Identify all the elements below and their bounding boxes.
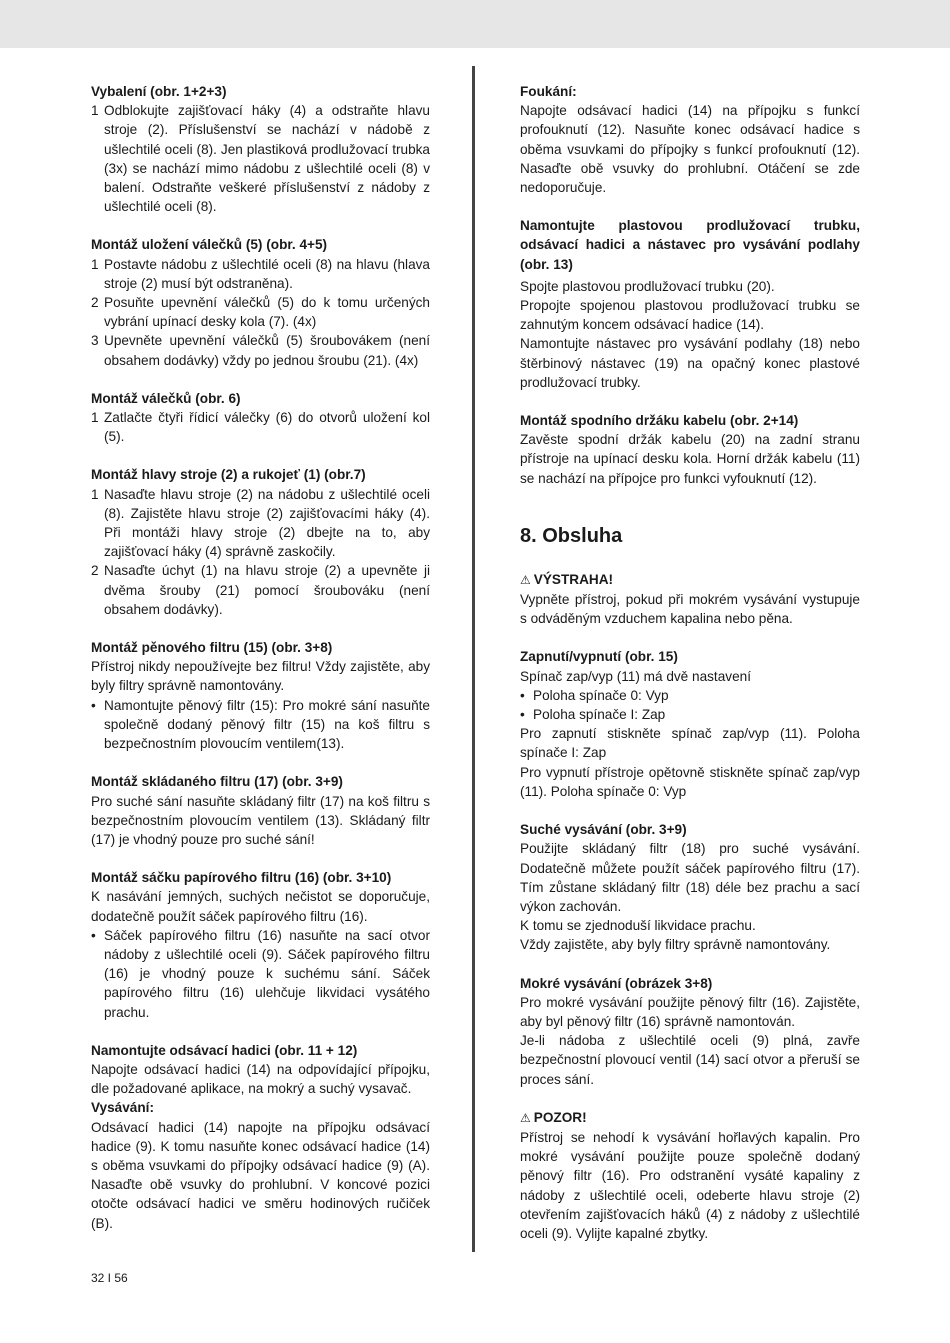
chapter-title: 8. Obsluha xyxy=(520,524,623,547)
numbered-item xyxy=(91,101,430,216)
section-blow xyxy=(520,82,860,197)
paragraph: Přístroj se nehodí k vysávání hořlavých kapalin. Pro mokré vysávání použijte pouze společně dodaný pěnový filtr (16). Pro odstranění vysáté kapaliny z nádoby z ušlechtilé oceli, odeberte hlavu stroje (2) otevřením zajišťovacích háků (4) z nádoby z ušlechtilé oceli (9). Vylijte kapalné zbytky. xyxy=(520,1129,860,1241)
warning-icon: ⚠ xyxy=(520,1110,531,1125)
section-unpack xyxy=(91,82,430,216)
caution-heading: POZOR! xyxy=(533,1109,587,1125)
section-heading: Foukání: xyxy=(520,84,577,99)
bullet-marker: • xyxy=(520,687,525,703)
caution-heading-row xyxy=(520,1108,860,1128)
section-dry xyxy=(520,820,860,954)
section-pleated-filter xyxy=(91,772,430,849)
item-text: Namontujte pěnový filtr (15): Pro mokré sání nasuňte společně dodaný pěnový filtr (15) na koš filtru s bezpečnostním plovoucím ventilem(13). xyxy=(104,697,430,752)
item-text: Posuňte upevnění válečků (5) do k tomu určených vybrání upínací desky kola (7). (4x) xyxy=(104,295,430,330)
item-text: Sáček papírového filtru (16) nasuňte na sací otvor nádoby z ušlechtilé oceli (9). Sáček papírového filtru (16) je vhodný pouze k suchému sání. Sáček papírového filtru (16) ulehčuje likvidaci vysátého prachu. xyxy=(104,927,430,1020)
paragraph: Použijte skládaný filtr (18) pro suché vysávání. Dodatečně můžete použít sáček papírového filtru (17). Tím zůstane skládaný filtr (18) déle bez prachu a sací výkon zachován. xyxy=(520,841,860,914)
section-heading: Montáž uložení válečků (5) (obr. 4+5) xyxy=(91,237,328,253)
item-text: Nasaďte úchyt (1) na hlavu stroje (2) a upevněte ji dvěma šrouby (21) pomocí šroubováku (není obsahem dodávky). xyxy=(104,563,430,617)
section-heading: Montáž skládaného filtru (17) (obr. 3+9) xyxy=(91,774,343,790)
bullet-item xyxy=(520,705,860,724)
paragraph: Napojte odsávací hadici (14) na odpovídající přípojku, dle požadované aplikace, na mokrý a suchý vysavač. xyxy=(91,1061,430,1097)
paragraph: Pro suché sání nasuňte skládaný filtr (17) na koš filtru s bezpečnostním plovoucím ventilem (13). Skládaný filtr (17) je vhodný pouze pro suché sání! xyxy=(91,793,430,847)
bullet-marker: • xyxy=(91,697,96,713)
numbered-item xyxy=(91,485,430,562)
section-head xyxy=(91,465,430,619)
right-column xyxy=(520,82,860,1262)
section-heading: Vybalení (obr. 1+2+3) xyxy=(91,84,227,99)
item-number: 2 xyxy=(91,295,99,311)
column-divider xyxy=(472,66,475,1252)
paragraph: Namontujte nástavec pro vysávání podlahy (18) nebo štěrbinový nástavec (19) na opačný konec plastové prodlužovací trubky. xyxy=(520,336,860,390)
section-heading: Suché vysávání (obr. 3+9) xyxy=(520,822,687,838)
paragraph: Zavěste spodní držák kabelu (20) na zadní stranu přístroje na upínací desku kola. Horní držák kabelu (11) se nachází na přípojce pro funkci vyfouknutí (12). xyxy=(520,432,860,486)
item-number: 1 xyxy=(91,103,99,119)
item-text: Nasaďte hlavu stroje (2) na nádobu z ušlechtilé oceli (8). Zajistěte hlavu stroje (2) zajišťovacími háky (4). Při montáži hlavy stroje (2) dbejte na to, aby zajišťovací háky (4) správně zaskočily. xyxy=(104,486,430,560)
page-number: 32 I 56 xyxy=(91,1271,128,1285)
paragraph: K tomu se zjednoduší likvidace prachu. xyxy=(520,918,756,934)
paragraph: Vždy zajistěte, aby byly filtry správně namontovány. xyxy=(520,937,831,953)
section-heading: Namontujte plastovou prodlužovací trubku, odsávací hadici a nástavec pro vysávání podlahy (obr. 13) xyxy=(520,218,860,272)
section-heading: Montáž spodního držáku kabelu (obr. 2+14) xyxy=(520,413,799,429)
paragraph: Pro zapnutí stiskněte spínač zap/vyp (11). Poloha spínače I: Zap xyxy=(520,726,860,761)
section-switch xyxy=(520,647,860,801)
numbered-item xyxy=(91,331,430,369)
sub-heading: Vysávání: xyxy=(91,1100,154,1116)
numbered-item xyxy=(91,293,430,331)
numbered-item xyxy=(91,255,430,293)
paragraph: Pro vypnutí přístroje opětovně stiskněte spínač zap/vyp (11). Poloha spínače 0: Vyp xyxy=(520,764,860,799)
section-rollers xyxy=(91,389,430,447)
paragraph: Vypněte přístroj, pokud při mokrém vysávání vystupuje s odváděným vzduchem kapalina nebo pěna. xyxy=(520,592,860,627)
bullet-item xyxy=(91,696,430,754)
section-roller-mount xyxy=(91,235,430,369)
paragraph: Je-li nádoba z ušlechtilé oceli (9) plná, zavře bezpečnostní plovoucí ventil (14) sací otvor a přeruší se proces sání. xyxy=(520,1033,860,1087)
numbered-item xyxy=(91,408,430,446)
left-column xyxy=(91,82,430,1252)
warning-heading-row xyxy=(520,570,860,590)
paragraph: Napojte odsávací hadici (14) na přípojku s funkcí profouknutí (12). Nasuňte konec odsávací hadice s oběma vsuvkami do přípojky s funkcí profouknutí (12). Nasaďte obě vsuvky do prohlubní. Otáčení se zde nedoporučuje. xyxy=(520,103,860,196)
section-wet xyxy=(520,974,860,1089)
paragraph: Propojte spojenou plastovou prodlužovací trubku se zahnutým koncem odsávací hadice (14). xyxy=(520,298,860,333)
paragraph: Pro mokré vysávání použijte pěnový filtr (16). Zajistěte, aby byl pěnový filtr (16) správně namontován. xyxy=(520,994,860,1029)
bullet-marker: • xyxy=(91,927,96,943)
section-heading: Montáž sáčku papírového filtru (16) (obr. 3+10) xyxy=(91,870,392,886)
item-text: Postavte nádobu z ušlechtilé oceli (8) na hlavu (hlava stroje (2) musí být odstraněna). xyxy=(104,256,430,291)
section-heading: Montáž hlavy stroje (2) a rukojeť (1) (obr.7) xyxy=(91,467,366,483)
section-heading: Namontujte odsávací hadici (obr. 11 + 12) xyxy=(91,1042,358,1058)
section-cable-holder xyxy=(520,411,860,488)
item-text: Zatlačte čtyři řídicí válečky (6) do otvorů uložení kol (5). xyxy=(104,410,430,445)
item-number: 3 xyxy=(91,333,99,349)
section-hose xyxy=(91,1041,430,1233)
section-heading: Mokré vysávání (obrázek 3+8) xyxy=(520,975,713,991)
section-foam-filter xyxy=(91,638,430,753)
section-heading: Montáž pěnového filtru (15) (obr. 3+8) xyxy=(91,640,333,656)
paragraph: Odsávací hadici (14) napojte na přípojku odsávací hadice (9). K tomu nasuňte konec odsávací hadice (14) s oběma vsuvkami do přípojky odsávací hadice (9) (A). Nasaďte obě vsuvky do prohlubní. V koncové pozici otočte odsávací hadici ve směru hodinových ručiček (B). xyxy=(91,1119,430,1231)
paragraph: Přístroj nikdy nepoužívejte bez filtru! Vždy zajistěte, aby byly filtry správně namontovány. xyxy=(91,659,430,694)
section-paper-bag xyxy=(91,868,430,1022)
warning-icon: ⚠ xyxy=(520,572,531,587)
item-number: 1 xyxy=(91,486,99,502)
paragraph: Spojte plastovou prodlužovací trubku (20). xyxy=(520,278,775,294)
section-warning xyxy=(520,570,860,629)
item-number: 1 xyxy=(91,410,99,426)
bullet-item xyxy=(91,926,430,1022)
paragraph: K nasávání jemných, suchých nečistot se doporučuje, dodatečně použít sáček papírového filtru (16). xyxy=(91,889,430,924)
section-heading: Montáž válečků (obr. 6) xyxy=(91,390,241,406)
item-text: Poloha spínače 0: Vyp xyxy=(533,687,669,703)
item-text: Poloha spínače I: Zap xyxy=(533,707,666,723)
header-band xyxy=(0,0,950,48)
item-text: Odblokujte zajišťovací háky (4) a odstraňte hlavu stroje (2). Příslušenství se nachází v nádobě z ušlechtilé oceli (8). Jen plastiková prodlužovací trubka (3x) se nachází mimo nádobu z ušlechtilé oceli (8) v balení. Odstraňte veškeré příslušenství z nádoby z ušlechtilé oceli (8). xyxy=(104,103,430,215)
bullet-item xyxy=(520,686,860,705)
paragraph: Spínač zap/vyp (11) má dvě nastavení xyxy=(520,668,751,684)
item-number: 2 xyxy=(91,563,99,579)
warning-heading: VÝSTRAHA! xyxy=(533,571,614,587)
numbered-item xyxy=(91,561,430,619)
item-number: 1 xyxy=(91,256,99,272)
section-heading: Zapnutí/vypnutí (obr. 15) xyxy=(520,649,678,665)
item-text: Upevněte upevnění válečků (5) šroubovákem (není obsahem dodávky) vždy po jednou šroubu (21). (4x) xyxy=(104,333,430,368)
section-extension-tube xyxy=(520,216,860,392)
bullet-marker: • xyxy=(520,707,525,723)
section-caution xyxy=(520,1108,860,1243)
